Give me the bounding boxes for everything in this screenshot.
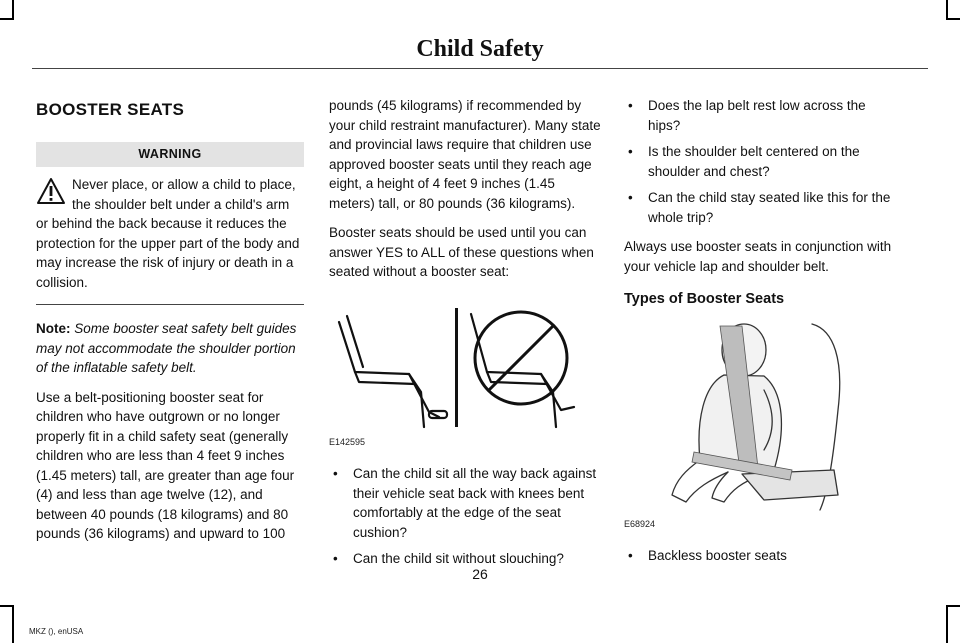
figure-label: E142595 [329, 436, 366, 447]
warning-header: WARNING [36, 142, 304, 168]
warning-triangle-icon [36, 177, 66, 205]
crop-mark-bottom-left-h [0, 605, 14, 607]
header-rule [32, 68, 928, 69]
body-paragraph: Use a belt-positioning booster seat for children who have outgrown or no longer properly fit in a child safety seat (generally children who are less than 4 feet 9 inches (1.45 meters) tall, are greater than age four (4) and less than age twelve (12), and between 40 pounds (18 kilograms) and 80 pounds (36 kilograms) and upward to 100 [36, 389, 295, 541]
note-text: Some booster seat safety belt guides may not accommodate the shoulder portion of the inflatable safety belt. [36, 321, 297, 375]
list-item: • Can the child stay seated like this for the whole trip? [624, 188, 896, 227]
crop-mark-top-right-h [946, 18, 960, 20]
body-paragraph: Always use booster seats in conjunction with your vehicle lap and shoulder belt. [624, 239, 892, 274]
note-label: Note: [36, 321, 71, 336]
page-header-title: Child Safety [416, 36, 544, 62]
booster-type-list [624, 546, 896, 566]
list-item: • Backless booster seats [624, 546, 896, 566]
footer-code: MKZ (), enUSA [29, 627, 84, 636]
warning-text: Never place, or allow a child to place, the shoulder belt under a child's arm or behind the back because it reduces the protection for the upper part of the body and may increase the risk of injury or death in a collision. [36, 177, 300, 290]
list-item: • Can the child sit all the way back against their vehicle seat back with knees bent comfortably at the edge of the seat cushion? [329, 464, 601, 542]
crop-mark-top-right-v [946, 0, 948, 20]
column-2 [329, 96, 601, 579]
warning-rule [36, 304, 304, 305]
crop-mark-bottom-right-h [946, 605, 960, 607]
note [36, 319, 304, 378]
warning-box [36, 175, 304, 292]
question-list [329, 464, 601, 569]
body-paragraph-2: Booster seats should be used until you can answer YES to ALL of these questions when seated without a booster seat: [329, 225, 594, 279]
subheading: Types of Booster Seats [624, 291, 785, 307]
crop-mark-top-left-h [0, 18, 14, 20]
crop-mark-top-left-v [12, 0, 14, 20]
column-1 [36, 96, 304, 554]
question-list [624, 96, 896, 227]
page-number: 26 [472, 566, 488, 582]
section-title: BOOSTER SEATS [36, 100, 185, 119]
body-paragraph-1: pounds (45 kilograms) if recommended by your child restraint manufacturer). Many state and provincial laws require that children use approved booster seats until they reach age eight, a height of 4 feet 9 inches (1.45 meters) tall, or 80 pounds (36 kilograms). [329, 98, 601, 211]
column-3 [624, 96, 896, 576]
list-item: • Is the shoulder belt centered on the shoulder and chest? [624, 142, 896, 181]
backless-booster-illustration [624, 320, 896, 515]
list-item: • Does the lap belt rest low across the hips? [624, 96, 896, 135]
figure-label: E68924 [624, 518, 656, 529]
crop-mark-bottom-right-v [946, 605, 948, 643]
list-item: • Can the child sit without slouching? [329, 549, 601, 569]
crop-mark-bottom-left-v [12, 605, 14, 643]
seating-posture-illustration [329, 292, 601, 437]
